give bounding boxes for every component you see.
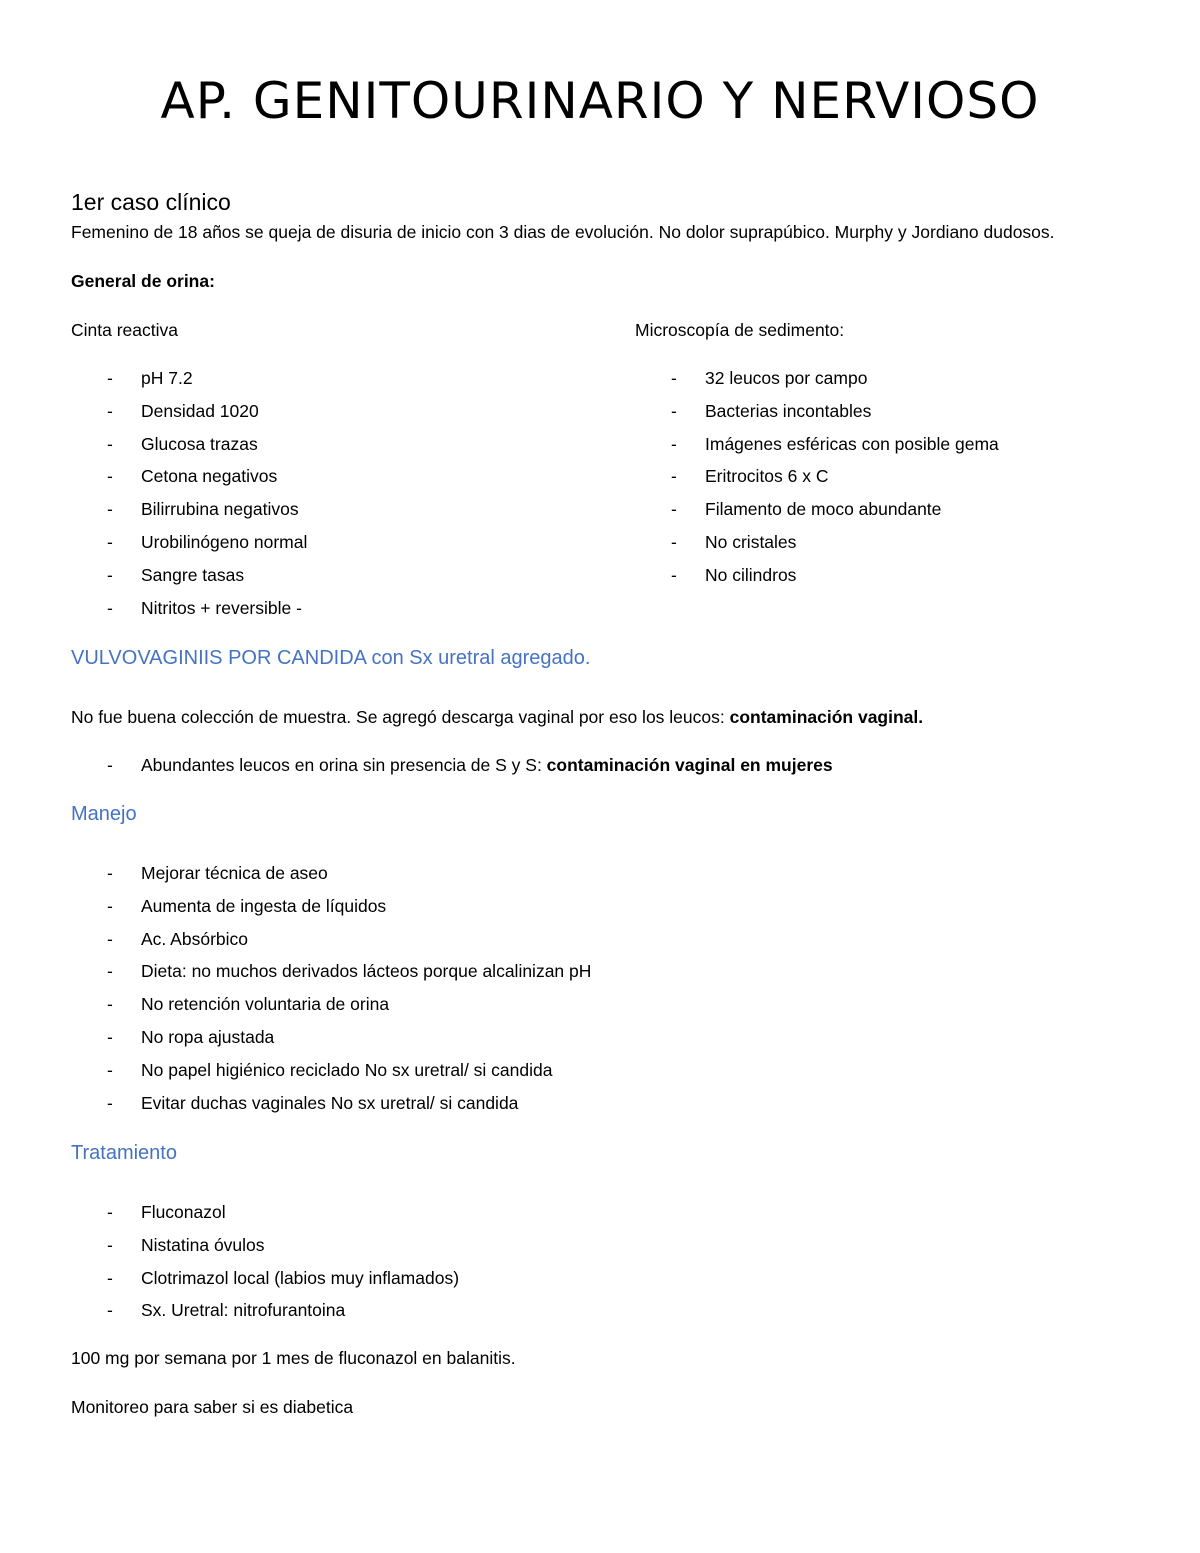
list-item-text: Imágenes esféricas con posible gema xyxy=(705,433,999,454)
list-item-text: Abundantes leucos en orina sin presencia de S y S: xyxy=(141,755,547,775)
list-item xyxy=(71,1058,591,1091)
list-item-text: Filamento de moco abundante xyxy=(705,499,942,520)
dash-bullet: - xyxy=(107,400,113,421)
micro-list xyxy=(635,366,999,596)
list-item-text: Urobilinógeno normal xyxy=(141,531,308,552)
micro-heading: Microscopía de sedimento: xyxy=(635,320,845,340)
list-item-text: Nitritos + reversible - xyxy=(141,597,302,618)
list-item xyxy=(71,432,307,465)
list-item xyxy=(635,530,999,563)
dash-bullet: - xyxy=(107,368,113,388)
monitor-note: Monitoreo para saber si es diabetica xyxy=(71,1397,354,1417)
list-item xyxy=(635,464,999,497)
tratamiento-heading: Tratamiento xyxy=(71,1142,177,1164)
list-item-text: Clotrimazol local (labios muy inflamados) xyxy=(141,1267,460,1288)
list-item xyxy=(71,753,833,786)
dash-bullet: - xyxy=(107,961,113,982)
list-item xyxy=(635,399,999,432)
list-item xyxy=(71,399,307,432)
dose-note: 100 mg por semana por 1 mes de fluconazol en balanitis. xyxy=(71,1348,516,1368)
dash-bullet: - xyxy=(107,1267,113,1288)
dash-bullet: - xyxy=(671,466,677,487)
dash-bullet: - xyxy=(107,1059,113,1080)
note-list xyxy=(71,753,833,786)
dash-bullet: - xyxy=(671,400,677,421)
list-item xyxy=(71,563,307,596)
list-item xyxy=(71,1233,459,1266)
list-item-text: Fluconazol xyxy=(141,1202,226,1222)
list-item xyxy=(71,1266,459,1299)
document-title: AP. GENITOURINARIO Y NERVIOSO xyxy=(160,72,1040,130)
case-heading: 1er caso clínico xyxy=(71,189,231,215)
note-text: contaminación vaginal. xyxy=(729,707,924,727)
list-item-text: Bacterias incontables xyxy=(705,400,872,421)
list-item xyxy=(635,366,999,399)
list-item xyxy=(71,927,591,960)
list-item xyxy=(71,464,307,497)
note-text: No fue buena colección de muestra. Se agregó descarga vaginal por eso los leucos: xyxy=(71,707,730,727)
dash-bullet: - xyxy=(671,564,677,585)
list-item xyxy=(71,366,307,399)
list-item xyxy=(635,497,999,530)
dash-bullet: - xyxy=(107,564,113,585)
list-item-text: Densidad 1020 xyxy=(141,400,259,421)
dash-bullet: - xyxy=(107,928,113,949)
dash-bullet: - xyxy=(107,994,113,1015)
dash-bullet: - xyxy=(107,499,113,520)
case-description: Femenino de 18 años se queja de disuria de inicio con 3 dias de evolución. No dolor suprapúbico. Murphy y Jordiano dudosos. xyxy=(71,222,1055,242)
list-item xyxy=(71,861,591,894)
list-item xyxy=(71,596,307,629)
list-item xyxy=(71,1091,591,1124)
list-item-text: No papel higiénico reciclado No sx uretral/ si candida xyxy=(141,1059,553,1080)
dash-bullet: - xyxy=(671,368,677,388)
list-item-text: Aumenta de ingesta de líquidos xyxy=(141,895,387,916)
list-item-text: Nistatina óvulos xyxy=(141,1234,265,1255)
dash-bullet: - xyxy=(107,755,113,775)
dash-bullet: - xyxy=(107,1202,113,1222)
dash-bullet: - xyxy=(671,531,677,552)
list-item-text: Eritrocitos 6 x C xyxy=(705,466,829,487)
list-item xyxy=(71,530,307,563)
dash-bullet: - xyxy=(107,1234,113,1255)
list-item xyxy=(71,992,591,1025)
list-item-text: pH 7.2 xyxy=(141,368,193,388)
list-item-text: Dieta: no muchos derivados lácteos porque alcalinizan pH xyxy=(141,961,592,982)
dash-bullet: - xyxy=(107,895,113,916)
list-item-text: No ropa ajustada xyxy=(141,1026,275,1047)
list-item-text: Evitar duchas vaginales No sx uretral/ si candida xyxy=(141,1092,519,1113)
dash-bullet: - xyxy=(107,1092,113,1113)
diagnosis-heading: VULVOVAGINIIS POR CANDIDA con Sx uretral agregado. xyxy=(71,647,591,669)
collection-note xyxy=(71,705,923,729)
cinta-heading: Cinta reactiva xyxy=(71,320,178,340)
manejo-heading: Manejo xyxy=(71,803,137,825)
dash-bullet: - xyxy=(107,433,113,454)
list-item-text: No cilindros xyxy=(705,564,797,585)
list-item xyxy=(635,563,999,596)
cinta-list xyxy=(71,366,307,628)
dash-bullet: - xyxy=(107,1300,113,1321)
list-item xyxy=(71,497,307,530)
dash-bullet: - xyxy=(671,499,677,520)
list-item-text: Cetona negativos xyxy=(141,466,278,487)
list-item xyxy=(71,959,591,992)
list-item-text: Glucosa trazas xyxy=(141,433,258,454)
dash-bullet: - xyxy=(107,597,113,618)
list-item-text: Ac. Absórbico xyxy=(141,928,248,949)
manejo-list xyxy=(71,861,591,1123)
list-item-text: No cristales xyxy=(705,531,797,552)
list-item-text: contaminación vaginal en mujeres xyxy=(546,755,833,775)
dash-bullet: - xyxy=(671,433,677,454)
tratamiento-list xyxy=(71,1200,459,1331)
list-item xyxy=(71,1200,459,1233)
list-item-text: Bilirrubina negativos xyxy=(141,499,299,520)
general-heading: General de orina: xyxy=(71,271,215,291)
dash-bullet: - xyxy=(107,531,113,552)
list-item-text: No retención voluntaria de orina xyxy=(141,994,390,1015)
dash-bullet: - xyxy=(107,1026,113,1047)
dash-bullet: - xyxy=(107,863,113,883)
list-item-text: 32 leucos por campo xyxy=(705,368,868,388)
list-item xyxy=(71,1025,591,1058)
list-item-text: Sx. Uretral: nitrofurantoina xyxy=(141,1300,346,1321)
list-item-text: Mejorar técnica de aseo xyxy=(141,863,328,883)
list-item xyxy=(71,894,591,927)
dash-bullet: - xyxy=(107,466,113,487)
list-item xyxy=(635,432,999,465)
list-item-text: Sangre tasas xyxy=(141,564,245,585)
list-item xyxy=(71,1298,459,1331)
